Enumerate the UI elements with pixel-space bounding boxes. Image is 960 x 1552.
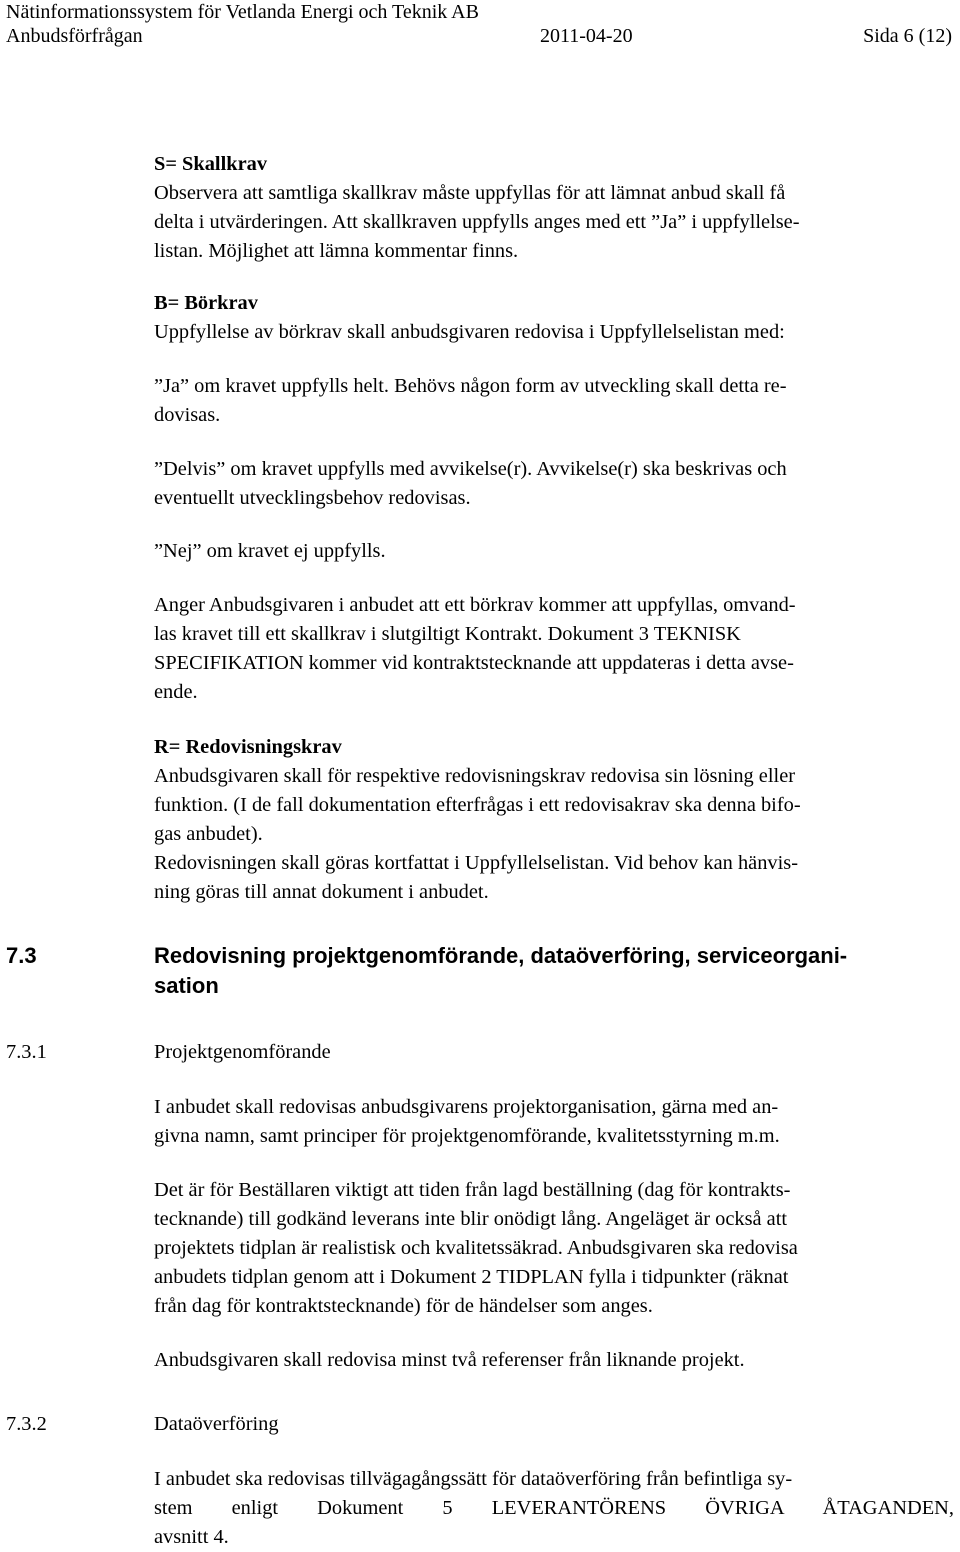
redovisningskrav-line-3: gas anbudet). xyxy=(154,823,263,845)
borkrav-delvis-line-1: ”Delvis” om kravet uppfylls med avvikelse(r). Avvikelse(r) ska beskrivas och xyxy=(154,458,787,480)
borkrav-anger-line-3: SPECIFIKATION kommer vid kontraktstecknande att uppdateras i detta avse- xyxy=(154,652,794,674)
section-7-3-2-title: Dataöverföring xyxy=(154,1413,279,1435)
borkrav-anger-line-4: ende. xyxy=(154,681,198,703)
projekt-p1-line-2: givna namn, samt principer för projektgenomförande, kvalitetsstyrning m.m. xyxy=(154,1125,780,1147)
projekt-p3: Anbudsgivaren skall redovisa minst två referenser från liknande projekt. xyxy=(154,1349,745,1371)
projekt-p1-line-1: I anbudet skall redovisas anbudsgivarens projektorganisation, gärna med an- xyxy=(154,1096,779,1118)
skallkrav-heading: S= Skallkrav xyxy=(154,153,268,175)
skallkrav-line-1: Observera att samtliga skallkrav måste uppfyllas för att lämnat anbud skall få xyxy=(154,182,786,204)
data-p1-line-2: stem enligt Dokument 5 LEVERANTÖRENS ÖVRIGA ÅTAGANDEN, xyxy=(154,1497,954,1519)
header-document-type: Anbudsförfrågan xyxy=(6,25,143,47)
borkrav-ja-line-1: ”Ja” om kravet uppfylls helt. Behövs någon form av utveckling skall detta re- xyxy=(154,375,787,397)
header-page-number: Sida 6 (12) xyxy=(863,25,952,47)
section-7-3-title-line-2: sation xyxy=(154,973,219,998)
data-p1-line-3: avsnitt 4. xyxy=(154,1526,229,1548)
redovisningskrav-line-4: Redovisningen skall göras kortfattat i Uppfyllelselistan. Vid behov kan hänvis- xyxy=(154,852,798,874)
data-p1-line-1: I anbudet ska redovisas tillvägagångssätt för dataöverföring från befintliga sy- xyxy=(154,1468,793,1490)
section-7-3-1-title: Projektgenomförande xyxy=(154,1041,331,1063)
borkrav-ja-line-2: dovisas. xyxy=(154,404,221,426)
projekt-p2-line-4: anbudets tidplan genom att i Dokument 2 TIDPLAN fylla i tidpunkter (räknat xyxy=(154,1266,789,1288)
section-7-3-number: 7.3 xyxy=(6,943,37,968)
redovisningskrav-line-1: Anbudsgivaren skall för respektive redovisningskrav redovisa sin lösning eller xyxy=(154,765,796,787)
skallkrav-line-3: listan. Möjlighet att lämna kommentar finns. xyxy=(154,240,519,262)
redovisningskrav-line-2: funktion. (I de fall dokumentation efterfrågas i ett redovisakrav ska denna bifo- xyxy=(154,794,801,816)
borkrav-nej: ”Nej” om kravet ej uppfylls. xyxy=(154,540,386,562)
projekt-p2-line-3: projektets tidplan är realistisk och kvalitetssäkrad. Anbudsgivaren ska redovisa xyxy=(154,1237,798,1259)
projekt-p2-line-5: från dag för kontraktstecknande) för de händelser som anges. xyxy=(154,1295,653,1317)
redovisningskrav-line-5: ning göras till annat dokument i anbudet. xyxy=(154,881,489,903)
borkrav-delvis-line-2: eventuellt utvecklingsbehov redovisas. xyxy=(154,487,471,509)
header-organization: Nätinformationssystem för Vetlanda Energi och Teknik AB xyxy=(6,1,479,23)
borkrav-anger-line-2: las kravet till ett skallkrav i slutgiltigt Kontrakt. Dokument 3 TEKNISK xyxy=(154,623,741,645)
projekt-p2-line-1: Det är för Beställaren viktigt att tiden från lagd beställning (dag för kontrakts- xyxy=(154,1179,791,1201)
section-7-3-2-number: 7.3.2 xyxy=(6,1413,47,1435)
section-7-3-title-line-1: Redovisning projektgenomförande, dataöverföring, serviceorgani- xyxy=(154,943,848,968)
borkrav-intro: Uppfyllelse av börkrav skall anbudsgivaren redovisa i Uppfyllelselistan med: xyxy=(154,321,785,343)
projekt-p2-line-2: tecknande) till godkänd leverans inte blir onödigt lång. Angeläget är också att xyxy=(154,1208,788,1230)
header-date: 2011-04-20 xyxy=(540,25,633,47)
borkrav-heading: B= Börkrav xyxy=(154,292,258,314)
section-7-3-1-number: 7.3.1 xyxy=(6,1041,47,1063)
redovisningskrav-heading: R= Redovisningskrav xyxy=(154,736,342,758)
skallkrav-line-2: delta i utvärderingen. Att skallkraven uppfylls anges med ett ”Ja” i uppfyllelse- xyxy=(154,211,800,233)
borkrav-anger-line-1: Anger Anbudsgivaren i anbudet att ett börkrav kommer att uppfyllas, omvand- xyxy=(154,594,796,616)
